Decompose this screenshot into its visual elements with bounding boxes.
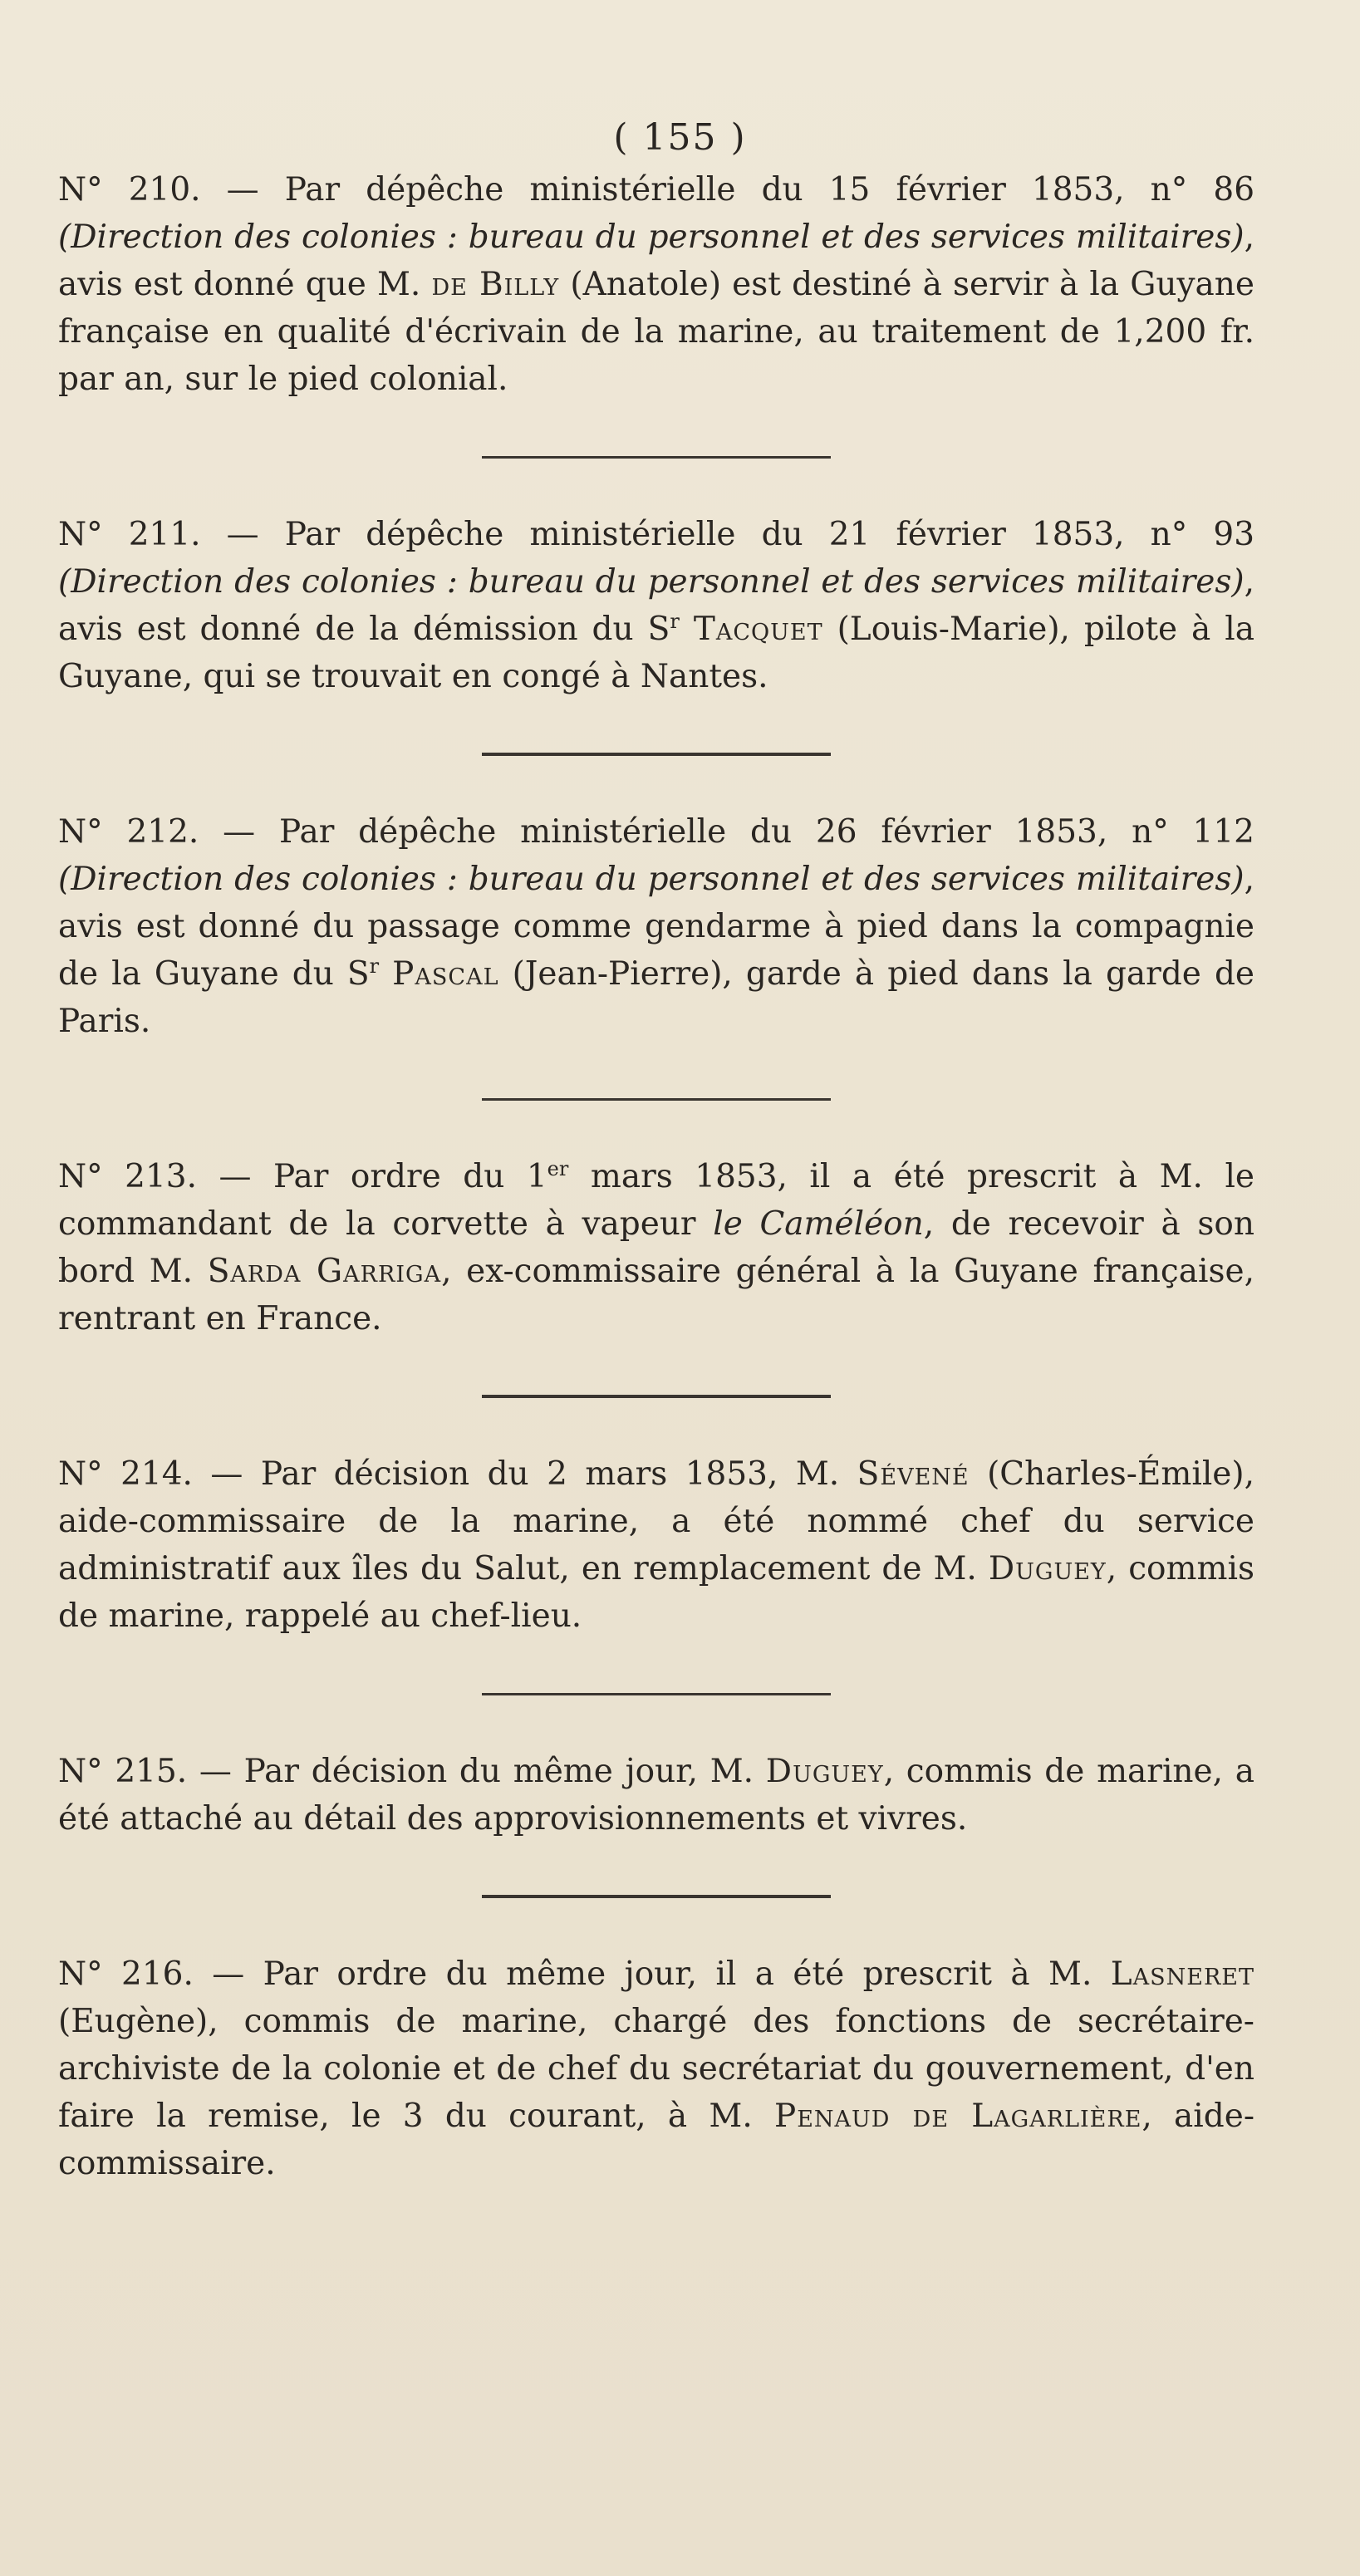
entry-number: N° 211. [58, 516, 201, 553]
person-name: Duguey [988, 1550, 1107, 1587]
ship-name: le Caméléon [713, 1205, 924, 1243]
entry-direction: (Direction des colonies : bureau du personnel et des services militaires) [58, 563, 1245, 601]
person-name: Sévené [857, 1455, 970, 1493]
separator [58, 1045, 1254, 1153]
person-name: Sarda Garriga [207, 1253, 442, 1290]
entry-214: N° 214. — Par décision du 2 mars 1853, M. Sévené (Charles-Émile), aide-commissaire de la marine, a été nommé chef du service administratif aux îles du Salut, en remplacement de M. Duguey, commis de marine, rappelé au chef-lieu. [58, 1455, 1254, 1635]
separator [58, 403, 1254, 511]
page-number: ( 155 ) [613, 116, 747, 159]
entry-210: N° 210. — Par dépêche ministérielle du 15 février 1853, n° 86 (Direction des colonies : bureau du personnel et des services militaires), avis est donné que M. de Billy (Anatole) est destiné à servir à la Guyane française en qualité d'écrivain de la marine, au traitement de 1,200 fr. par an, sur le pied colonial. [58, 171, 1255, 398]
separator [58, 1842, 1254, 1950]
person-name: Penaud de Lagarlière [773, 2098, 1142, 2135]
entry-211: N° 211. — Par dépêche ministérielle du 21 février 1853, n° 93 (Direction des colonies : bureau du personnel et des services militaires), avis est donné de la démission du $S^r$ Tacquet (Louis-Marie), pilote à la Guyane, qui se trouvait en congé à Nantes. [58, 516, 1255, 695]
entry-216: N° 216. — Par ordre du même jour, il a été prescrit à M. Lasneret (Eugène), commis de marine, chargé des fonctions de secrétaire-archiviste de la colonie et de chef du secrétariat du gouvernement, d'en faire la remise, le 3 du courant, à M. Penaud de Lagarlière, aide-commissaire. [58, 1955, 1255, 2182]
entry-number: N° 212. [58, 813, 199, 851]
person-name: Pascal [392, 955, 499, 993]
entry-213: N° 213. — Par ordre du 1er mars 1853, il a été prescrit à M. le commandant de la corvette à vapeur le Caméléon, de recevoir à son bord M. Sarda Garriga, ex-commissaire général à la Guyane française, rentrant en France. [58, 1157, 1255, 1337]
person-name: Tacquet [693, 611, 823, 648]
entry-number: N° 210. [58, 171, 201, 209]
entry-direction: (Direction des colonies : bureau du personnel et des services militaires) [58, 861, 1245, 898]
entry-number: N° 213. [58, 1158, 197, 1195]
person-name: de Billy [431, 266, 560, 303]
separator [58, 1640, 1254, 1748]
separator [58, 700, 1254, 808]
person-name: Duguey [765, 1753, 884, 1790]
separator [58, 1342, 1254, 1450]
entry-number: N° 216. [58, 1955, 194, 1993]
person-name: Lasneret [1110, 1955, 1255, 1993]
document-body [58, 166, 1254, 2187]
entry-number: N° 215. [58, 1753, 188, 1790]
entry-direction: (Direction des colonies : bureau du personnel et des services militaires) [58, 218, 1245, 256]
entry-number: N° 214. [58, 1455, 193, 1493]
entry-212: N° 212. — Par dépêche ministérielle du 26 février 1853, n° 112 (Direction des colonies : bureau du personnel et des services militaires), avis est donné du passage comme gendarme à pied dans la compagnie de la Guyane du $S^r$ Pascal (Jean-Pierre), garde à pied dans la garde de Paris. [58, 813, 1254, 1040]
entry-215: N° 215. — Par décision du même jour, M. Duguey, commis de marine, a été attaché au détail des approvisionnements et vivres. [58, 1753, 1254, 1838]
